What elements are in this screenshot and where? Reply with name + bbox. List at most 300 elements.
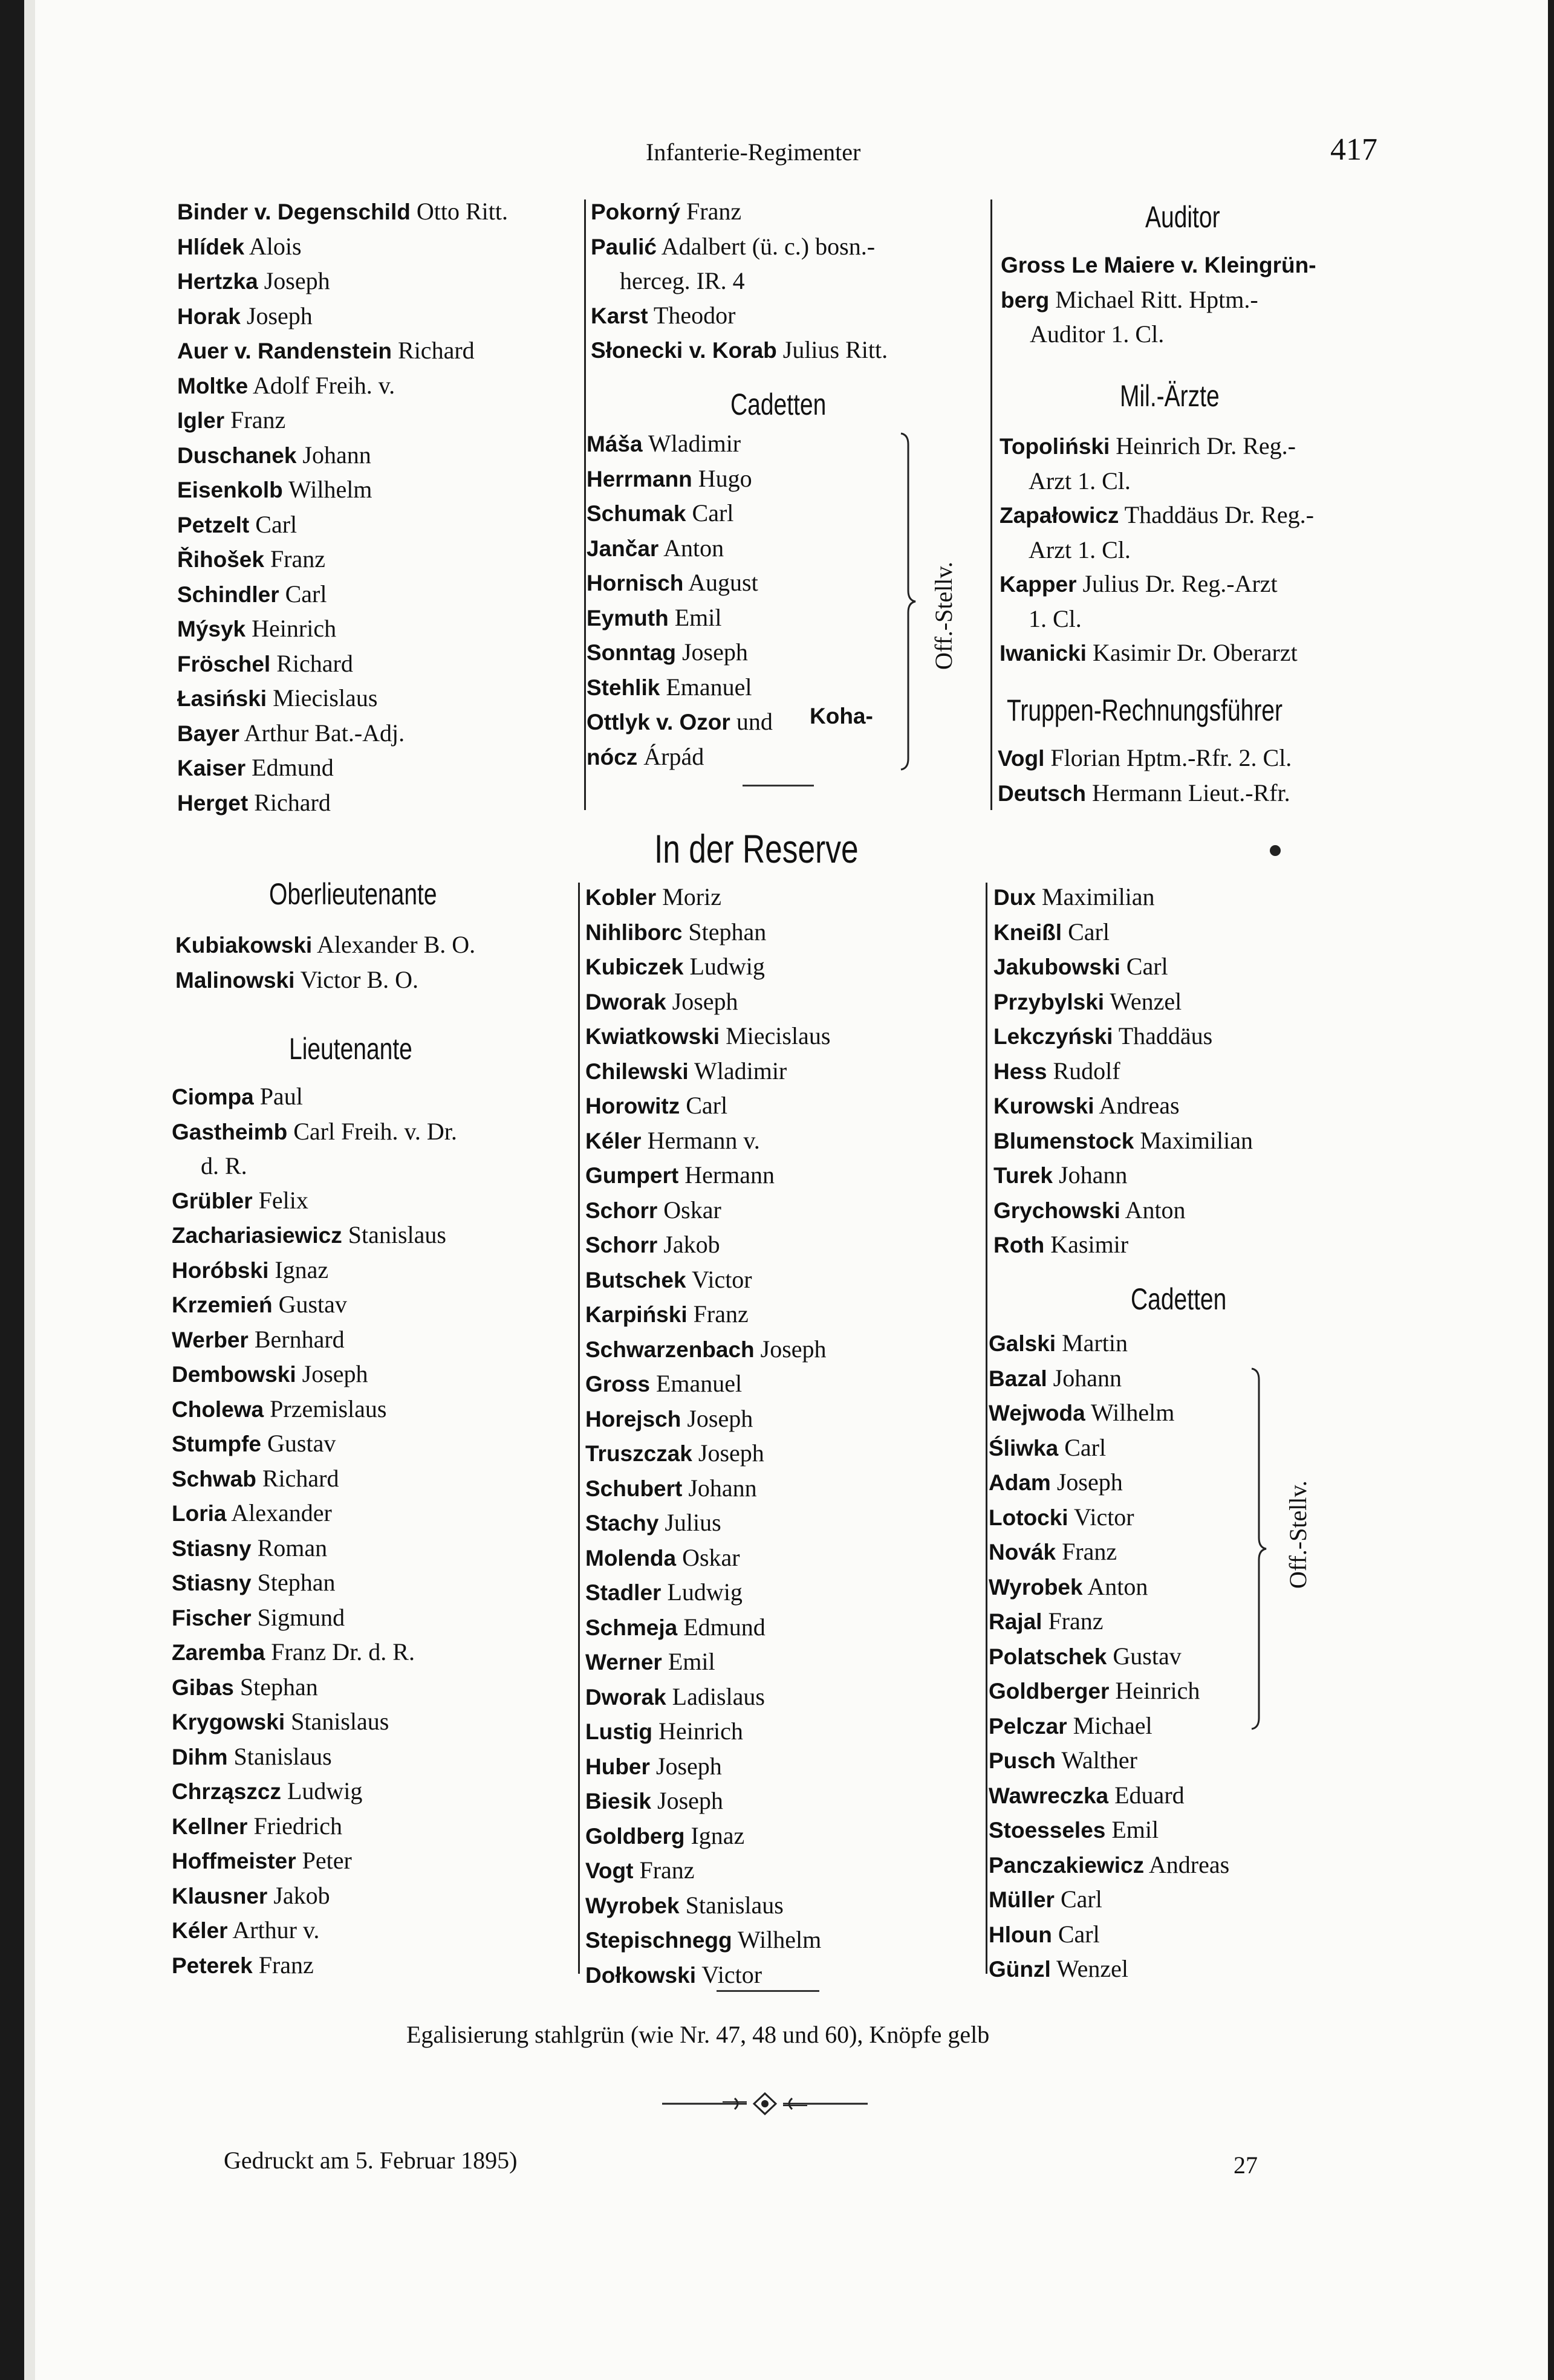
col2-top-list (591, 195, 888, 368)
entry-surname: Horejsch (585, 1406, 681, 1432)
list-item (587, 740, 773, 775)
list-item (172, 1809, 457, 1844)
list-item (989, 1779, 1229, 1814)
entry-details: Jakob (267, 1881, 330, 1909)
entry-surname: Eymuth (587, 605, 669, 631)
entry-details: Peter (296, 1847, 352, 1874)
list-item (993, 915, 1253, 950)
entry-surname: Słonecki v. Korab (591, 338, 777, 363)
entry-details: Ludwig (661, 1578, 743, 1606)
entry-details: Franz (224, 406, 286, 433)
list-item (1001, 283, 1316, 318)
entry-surname: Śliwka (989, 1435, 1059, 1461)
entry-surname: Horowitz (585, 1094, 680, 1118)
list-item (585, 1019, 830, 1054)
list-item (172, 1462, 457, 1497)
entry-surname: Fischer (172, 1605, 252, 1630)
list-item (177, 612, 508, 647)
entry-details: Victor (1068, 1503, 1134, 1531)
list-item (175, 963, 475, 998)
entry-surname: Kwiatkowski (585, 1024, 720, 1049)
entry-surname: Hertzka (177, 269, 258, 294)
list-item (177, 230, 508, 265)
list-item (989, 1535, 1229, 1570)
list-item (993, 1019, 1253, 1054)
entry-surname: Horóbski (172, 1257, 269, 1283)
entry-details: Ignaz (268, 1256, 329, 1283)
entry-details: Maximilian (1134, 1126, 1253, 1154)
reserve-col3-list (993, 880, 1253, 1263)
entry-details: Arthur Bat.-Adj. (239, 719, 405, 747)
page-number: 417 (1330, 132, 1377, 167)
oberlieutenante-list (175, 928, 475, 997)
list-item (1000, 636, 1314, 671)
entry-details: Hugo (692, 464, 752, 492)
entry-details: Stephan (233, 1673, 318, 1701)
list-item (591, 195, 888, 230)
entry-surname: Nihliborc (585, 919, 683, 945)
entry-surname: Müller (989, 1887, 1055, 1912)
entry-surname: Hlídek (177, 234, 245, 259)
entry-details: Anton (1120, 1196, 1186, 1224)
entry-surname: Stiasny (172, 1535, 252, 1561)
entry-details: Emanuel (660, 673, 752, 701)
entry-surname: Petzelt (177, 512, 250, 537)
list-item (585, 1297, 830, 1332)
entry-surname: Stehlik (587, 675, 660, 700)
entry-surname: Wawreczka (989, 1783, 1109, 1808)
entry-surname: Eisenkolb (177, 478, 283, 502)
reserve-heading: In der Reserve (654, 826, 859, 871)
entry-details: Wilhelm (1085, 1399, 1175, 1426)
list-item (585, 915, 830, 950)
list-item (1000, 464, 1314, 499)
entry-surname: Wejwoda (989, 1401, 1085, 1425)
list-item (177, 299, 508, 334)
brace-top-cadetten (900, 432, 930, 771)
entry-details: Stanislaus (679, 1891, 784, 1919)
entry-surname: Duschanek (177, 443, 297, 468)
entry-surname: Loria (172, 1501, 227, 1526)
entry-surname: Kubiakowski (175, 933, 313, 958)
list-item (587, 496, 773, 531)
entry-details: Gustav (1107, 1642, 1182, 1670)
list-item (585, 1193, 830, 1228)
entry-surname: Paulić (591, 234, 657, 259)
oberlieutenante-heading: Oberlieutenante (269, 877, 437, 911)
entry-details: Franz (680, 198, 742, 225)
list-item (177, 577, 508, 612)
entry-details: Carl (249, 510, 297, 538)
entry-surname: Topoliński (1000, 434, 1110, 459)
entry-details: Bernhard (248, 1325, 345, 1353)
list-item (177, 508, 508, 543)
entry-details: Carl (1054, 1886, 1102, 1913)
entry-details: Carl (279, 580, 327, 608)
entry-details: Heinrich (245, 615, 337, 642)
entry-surname: Zaremba (172, 1640, 265, 1665)
entry-details: Sigmund (251, 1603, 345, 1631)
entry-details: Ladislaus (666, 1682, 765, 1710)
entry-surname: Gastheimb (172, 1119, 288, 1144)
entry-details: Victor B. O. (294, 965, 419, 993)
entry-details: Anton (1082, 1572, 1148, 1600)
aerzte-list (1000, 429, 1314, 671)
cadetten-heading-top: Cadetten (730, 387, 827, 421)
entry-details: Miecislaus (267, 684, 378, 712)
list-item (585, 1054, 830, 1089)
entry-details: Joseph (649, 1752, 722, 1780)
list-item (172, 1879, 457, 1914)
ornament (662, 2089, 868, 2119)
entry-details: Joseph (681, 1404, 753, 1432)
entry-details: Andreas (1094, 1092, 1180, 1119)
entry-surname: Kurowski (993, 1094, 1094, 1118)
entry-surname: Günzl (989, 1957, 1051, 1982)
list-item (989, 1396, 1229, 1431)
entry-surname: Rajal (989, 1609, 1042, 1634)
col2-cadetten-list (587, 427, 773, 774)
column-rule-1-top (584, 199, 586, 810)
entry-surname: Stoesseles (989, 1818, 1106, 1843)
scan-edge (24, 0, 35, 2380)
entry-details: Joseph (666, 987, 738, 1015)
entry-details: Franz (1056, 1538, 1117, 1565)
offstellv-label-top: Off.-Stellv. (930, 562, 957, 670)
entry-surname: Stepischnegg (585, 1928, 732, 1953)
list-item (585, 950, 830, 985)
entry-details: Gustav (272, 1291, 347, 1318)
entry-surname: Wyrobek (585, 1893, 680, 1918)
entry-details: Theodor (648, 301, 736, 329)
entry-surname: Truszczak (585, 1441, 692, 1466)
entry-details: herceg. IR. 4 (620, 267, 745, 294)
list-item (585, 1958, 830, 1993)
list-item (172, 1566, 457, 1601)
entry-surname: Krygowski (172, 1710, 285, 1734)
running-title: Infanterie-Regimenter (646, 138, 861, 166)
entry-details: Stanislaus (342, 1221, 446, 1248)
entry-surname: Jančar (587, 536, 659, 561)
entry-details: Miecislaus (720, 1022, 831, 1049)
list-item (177, 264, 508, 299)
entry-surname: Chrząszcz (172, 1779, 281, 1804)
entry-details: Stanislaus (285, 1708, 389, 1735)
entry-details: Wenzel (1050, 1955, 1128, 1982)
entry-surname: Ciompa (172, 1085, 254, 1109)
list-item (585, 1402, 830, 1437)
list-item (587, 427, 773, 462)
entry-details: Emanuel (649, 1370, 743, 1397)
list-item (585, 1367, 830, 1402)
entry-surname: Roth (993, 1233, 1045, 1257)
entry-surname: Kellner (172, 1814, 248, 1839)
entry-details: Przemislaus (264, 1395, 387, 1422)
list-item (585, 1714, 830, 1749)
entry-details: Johann (682, 1474, 757, 1502)
entry-details: Richard (256, 1464, 339, 1492)
entry-details: Wilhelm (732, 1926, 822, 1953)
list-item (591, 333, 888, 368)
list-item (585, 1228, 830, 1263)
entry-details: Carl (680, 1092, 728, 1119)
entry-details: Julius (658, 1509, 721, 1536)
list-item (177, 473, 508, 508)
short-rule-col2 (743, 785, 814, 786)
entry-details: Roman (251, 1534, 328, 1561)
entry-details: Emil (662, 1648, 715, 1675)
entry-details: Stephan (682, 918, 767, 945)
entry-surname: Zapałowicz (1000, 503, 1119, 528)
entry-surname: Řihošek (177, 547, 264, 572)
column-rule-2-bottom (986, 883, 987, 1974)
entry-surname: Schwab (172, 1466, 256, 1491)
entry-surname: Pelczar (989, 1713, 1067, 1739)
list-item (175, 928, 475, 963)
entry-surname: Hess (993, 1059, 1047, 1084)
list-item (585, 880, 830, 915)
entry-surname: Karpiński (585, 1302, 688, 1327)
entry-details: Walther (1056, 1746, 1137, 1774)
list-item (172, 1913, 457, 1948)
entry-surname: Goldberger (989, 1679, 1110, 1704)
entry-surname: Fröschel (177, 651, 271, 676)
ottlyk-line-tail: Koha- (810, 704, 873, 728)
entry-details: Joseph (258, 267, 330, 294)
entry-surname: Gross (585, 1372, 650, 1396)
entry-details: Franz (687, 1300, 749, 1328)
entry-details: Stanislaus (227, 1742, 332, 1770)
aerzte-heading: Mil.-Ärzte (1120, 379, 1220, 413)
list-item (993, 1089, 1253, 1124)
entry-surname: nócz (587, 744, 638, 770)
entry-surname: Blumenstock (993, 1128, 1134, 1153)
entry-details: Wilhelm (282, 476, 372, 503)
list-item (172, 1184, 457, 1219)
list-item (172, 1080, 457, 1115)
entry-surname: Schorr (585, 1198, 658, 1223)
entry-surname: Stadler (585, 1580, 662, 1605)
list-item (989, 1918, 1229, 1953)
list-item (585, 1645, 830, 1680)
list-item (585, 1506, 830, 1541)
entry-surname: Kaiser (177, 756, 246, 780)
entry-surname: Stumpfe (172, 1432, 261, 1456)
entry-surname: Schubert (585, 1476, 683, 1501)
list-item (1000, 533, 1314, 568)
entry-surname: Peterek (172, 1953, 253, 1978)
entry-surname: berg (1001, 287, 1050, 313)
list-item (1000, 567, 1314, 602)
list-item (172, 1705, 457, 1740)
entry-details: Joseph (692, 1439, 764, 1467)
list-item (177, 438, 508, 473)
entry-details: Carl Freih. v. Dr. (287, 1117, 457, 1145)
list-item (585, 1089, 830, 1124)
list-item (585, 1680, 830, 1715)
entry-surname: Lotocki (989, 1505, 1068, 1530)
list-item (993, 1054, 1253, 1089)
entry-details: Kasimir (1044, 1231, 1129, 1258)
list-item (989, 1570, 1229, 1605)
entry-surname: Lustig (585, 1719, 652, 1744)
entry-details: Adolf Freih. v. (248, 371, 395, 399)
entry-details: Victor (686, 1265, 752, 1293)
entry-details: Eduard (1108, 1781, 1185, 1809)
entry-details: Joseph (1050, 1468, 1123, 1496)
entry-details: Stephan (251, 1569, 336, 1596)
entry-surname: Dworak (585, 989, 666, 1014)
entry-surname: Pusch (989, 1748, 1056, 1773)
entry-surname: Polatschek (989, 1644, 1107, 1669)
entry-details: Edmund (677, 1613, 766, 1641)
entry-details: Jakob (657, 1231, 720, 1258)
cadetten-heading-bottom: Cadetten (1131, 1282, 1227, 1316)
entry-details: Richard (392, 337, 475, 364)
list-item (177, 369, 508, 404)
list-item (989, 1952, 1229, 1987)
reserve-col2-list (585, 880, 830, 1993)
list-item (177, 334, 508, 369)
entry-surname: Schorr (585, 1233, 658, 1257)
entry-details: 1. Cl. (1029, 605, 1082, 632)
list-item (585, 1541, 830, 1576)
list-item (989, 1709, 1229, 1744)
rechnungsfuehrer-heading: Truppen-Rechnungsführer (1007, 693, 1283, 727)
entry-details: Johann (1047, 1364, 1122, 1392)
list-item (989, 1604, 1229, 1639)
brace-bottom-cadetten (1250, 1367, 1281, 1730)
entry-surname: Schindler (177, 582, 279, 607)
entry-details: Moriz (656, 883, 721, 910)
short-rule-footer (717, 1990, 819, 1992)
entry-surname: Herget (177, 790, 249, 815)
entry-surname: Hornisch (587, 571, 684, 595)
entry-surname: Biesik (585, 1789, 652, 1814)
list-item (585, 1819, 830, 1854)
list-item (989, 1326, 1229, 1361)
entry-surname: Novák (989, 1540, 1056, 1565)
entry-surname: Kubiczek (585, 955, 684, 979)
egalisierung-note: Egalisierung stahlgrün (wie Nr. 47, 48 und 60), Knöpfe gelb (406, 2021, 990, 2048)
entry-surname: Iwanicki (1000, 641, 1087, 666)
entry-details: Alexander B. O. (312, 931, 476, 958)
list-item (172, 1774, 457, 1809)
entry-details: Alexander (226, 1499, 332, 1526)
list-item (585, 1749, 830, 1785)
entry-surname: Przybylski (993, 989, 1105, 1014)
list-item (177, 542, 508, 577)
entry-surname: Malinowski (175, 967, 295, 993)
entry-details: Johann (296, 441, 371, 469)
list-item (1000, 429, 1314, 464)
list-item (587, 670, 773, 705)
entry-surname: Vogl (998, 746, 1045, 771)
list-item (172, 1115, 457, 1150)
list-item (591, 299, 888, 334)
entry-surname: Werber (172, 1327, 249, 1352)
entry-details: Anton (658, 534, 724, 562)
rechnungsfuehrer-list (998, 741, 1292, 811)
entry-surname: Dworak (585, 1684, 666, 1710)
list-item (585, 1263, 830, 1298)
list-item (587, 462, 773, 497)
list-item (993, 950, 1253, 985)
list-item (993, 1124, 1253, 1159)
entry-surname: Dembowski (172, 1362, 296, 1387)
list-item (172, 1253, 457, 1288)
entry-details: Heinrich Dr. Reg.- (1110, 432, 1296, 459)
entry-details: Friedrich (247, 1812, 343, 1840)
entry-surname: Łasiński (177, 686, 267, 711)
list-item (1001, 317, 1316, 352)
entry-surname: Jakubowski (993, 955, 1120, 979)
list-item (585, 1923, 830, 1958)
entry-surname: Kneißl (993, 919, 1062, 945)
entry-surname: Karst (591, 303, 648, 328)
column-rule-2-top (990, 199, 992, 810)
list-item (585, 985, 830, 1020)
entry-details: Julius Ritt. (776, 336, 888, 363)
entry-surname: Lekczyński (993, 1024, 1113, 1049)
entry-details: Oskar (657, 1196, 721, 1224)
entry-details: Otto Ritt. (410, 198, 508, 225)
entry-details: Carl (1052, 1920, 1100, 1948)
list-item (989, 1431, 1229, 1466)
list-item (172, 1844, 457, 1879)
entry-details: Arthur v. (227, 1916, 320, 1944)
list-item (172, 1670, 457, 1705)
entry-surname: Mýsyk (177, 617, 246, 641)
entry-details: Hermann Lieut.-Rfr. (1085, 779, 1290, 806)
entry-details: Richard (270, 649, 353, 677)
entry-details: Franz (1042, 1607, 1104, 1635)
reserve-cadetten-list (989, 1326, 1229, 1987)
entry-details: Johann (1053, 1161, 1128, 1188)
entry-surname: Kapper (1000, 572, 1077, 597)
entry-details: Thaddäus (1113, 1022, 1213, 1049)
entry-surname: Wyrobek (989, 1574, 1083, 1600)
list-item (591, 230, 888, 265)
entry-surname: Huber (585, 1754, 650, 1779)
list-item (993, 880, 1253, 915)
entry-surname: Galski (989, 1331, 1056, 1356)
list-item (177, 751, 508, 786)
entry-surname: Dołkowski (585, 1962, 696, 1988)
entry-details: August (683, 569, 758, 596)
entry-details: Ludwig (281, 1777, 363, 1804)
entry-surname: Moltke (177, 373, 249, 398)
entry-surname: Binder v. Degenschild (177, 199, 411, 224)
list-item (587, 531, 773, 566)
list-item (989, 1465, 1229, 1500)
entry-details: Franz (252, 1951, 314, 1979)
entry-surname: Gross Le Maiere v. Kleingrün- (1001, 253, 1316, 277)
entry-details: Carl (1058, 1433, 1107, 1461)
list-item (585, 1332, 830, 1367)
column-rule-1-bottom (578, 883, 580, 1974)
entry-surname: Zachariasiewicz (172, 1223, 342, 1248)
entry-details: Kasimir Dr. Oberarzt (1086, 639, 1298, 666)
entry-surname: Kobler (585, 885, 657, 910)
entry-surname: Gumpert (585, 1163, 679, 1188)
entry-surname: Ottlyk v. Ozor (587, 710, 730, 734)
entry-surname: Stiasny (172, 1571, 252, 1595)
entry-surname: Klausner (172, 1883, 268, 1908)
list-item (989, 1500, 1229, 1535)
list-item (172, 1218, 457, 1253)
entry-details: Edmund (245, 754, 334, 781)
